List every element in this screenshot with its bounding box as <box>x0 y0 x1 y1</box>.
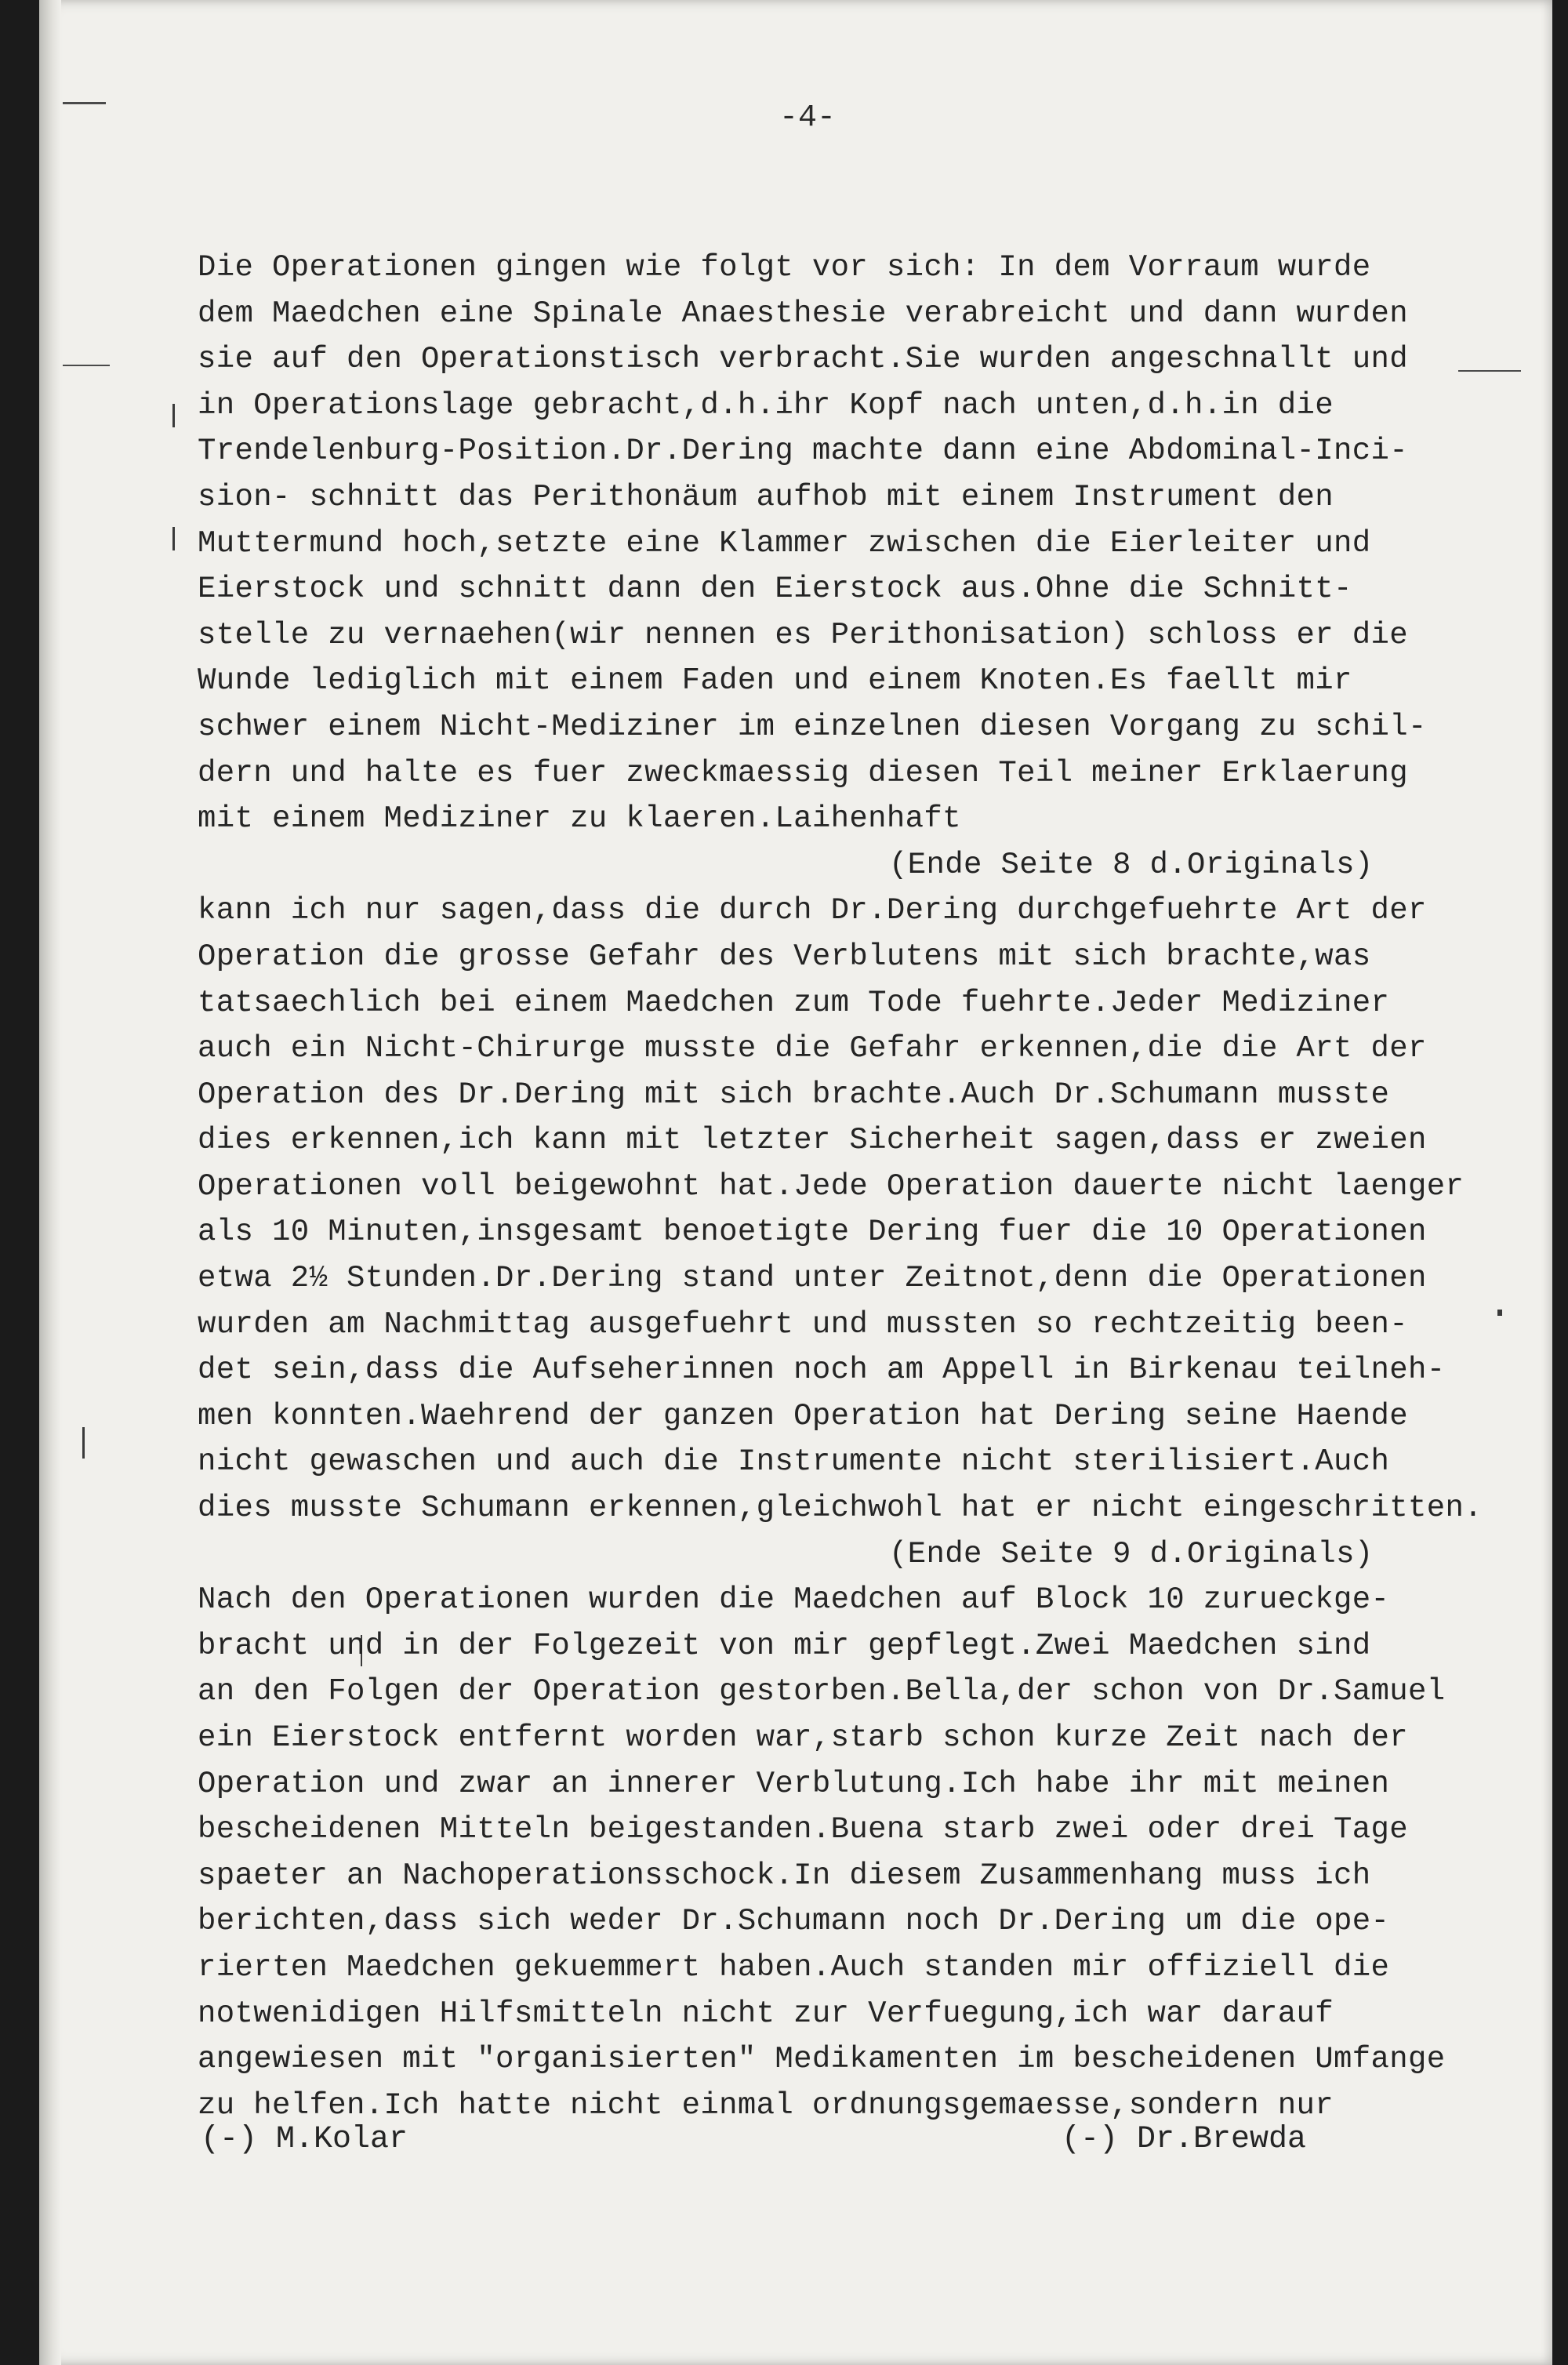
text-line: zu helfen.Ich hatte nicht einmal ordnungsgemaesse,sondern nur <box>198 2087 1334 2123</box>
page-binding-shadow <box>39 0 61 2365</box>
text-line: angewiesen mit "organisierten" Medikamenten im bescheidenen Umfange <box>198 2042 1446 2077</box>
text-line: Eierstock und schnitt dann den Eierstock aus.Ohne die Schnitt- <box>198 572 1352 607</box>
text-line: Wunde lediglich mit einem Faden und einem Knoten.Es faellt mir <box>198 663 1352 699</box>
text-line: Operation die grosse Gefahr des Verblutens mit sich brachte,was <box>198 939 1371 974</box>
text-line: Trendelenburg-Position.Dr.Dering machte dann eine Abdominal-Inci- <box>198 434 1408 469</box>
text-line: sion- schnitt das Perithonäum aufhob mit einem Instrument den <box>198 479 1334 514</box>
margin-mark <box>63 102 106 104</box>
text-line: kann ich nur sagen,dass die durch Dr.Dering durchgefuehrte Art der <box>198 893 1427 928</box>
text-line: tatsaechlich bei einem Maedchen zum Tode fuehrte.Jeder Mediziner <box>198 985 1390 1020</box>
signature-right: (-) Dr.Brewda <box>1062 2122 1307 2157</box>
text-line: Operation des Dr.Dering mit sich brachte.Auch Dr.Schumann musste <box>198 1077 1390 1112</box>
text-line: bracht und in der Folgezeit von mir gepflegt.Zwei Maedchen sind <box>198 1628 1371 1663</box>
text-line: sie auf den Operationstisch verbracht.Sie wurden angeschnallt und <box>198 342 1408 377</box>
text-line: det sein,dass die Aufseherinnen noch am Appell in Birkenau teilneh- <box>198 1353 1446 1388</box>
text-line: bescheidenen Mitteln beigestanden.Buena starb zwei oder drei Tage <box>198 1812 1408 1847</box>
text-line: Operation und zwar an innerer Verblutung.Ich habe ihr mit meinen <box>198 1766 1390 1801</box>
text-line: etwa 2½ Stunden.Dr.Dering stand unter Zeitnot,denn die Operationen <box>198 1261 1427 1296</box>
signature-row <box>201 2122 1330 2169</box>
margin-tick <box>172 527 175 550</box>
page-end-note: (Ende Seite 9 d.Originals) <box>889 1536 1374 1571</box>
text-line: men konnten.Waehrend der ganzen Operation hat Dering seine Haende <box>198 1398 1408 1433</box>
margin-tick <box>82 1427 85 1459</box>
page-end-note: (Ende Seite 8 d.Originals) <box>889 847 1374 882</box>
margin-mark <box>63 365 110 366</box>
text-line: auch ein Nicht-Chirurge musste die Gefahr erkennen,die die Art der <box>198 1031 1427 1066</box>
margin-tick <box>172 404 175 427</box>
text-line: dies erkennen,ich kann mit letzter Sicherheit sagen,dass er zweien <box>198 1123 1427 1158</box>
text-line: Muttermund hoch,setzte eine Klammer zwischen die Eierleiter und <box>198 525 1371 561</box>
text-line: rierten Maedchen gekuemmert haben.Auch standen mir offiziell die <box>198 1949 1390 1985</box>
text-line: schwer einem Nicht-Mediziner im einzelnen diesen Vorgang zu schil- <box>198 709 1427 744</box>
text-line: spaeter an Nachoperationsschock.In diesem Zusammenhang muss ich <box>198 1858 1371 1893</box>
text-line: als 10 Minuten,insgesamt benoetigte Dering fuer die 10 Operationen <box>198 1215 1427 1250</box>
margin-tick <box>1497 1310 1502 1316</box>
typed-body <box>198 245 1491 2128</box>
text-line: wurden am Nachmittag ausgefuehrt und mussten so rechtzeitig been- <box>198 1306 1408 1342</box>
text-line: nicht gewaschen und auch die Instrumente nicht sterilisiert.Auch <box>198 1444 1390 1480</box>
text-line: notwenidigen Hilfsmitteln nicht zur Verfuegung,ich war darauf <box>198 1996 1334 2031</box>
text-line: dem Maedchen eine Spinale Anaesthesie verabreicht und dann wurden <box>198 296 1408 331</box>
text-line: mit einem Mediziner zu klaeren.Laihenhaft <box>198 801 961 837</box>
text-line: Operationen voll beigewohnt hat.Jede Operation dauerte nicht laenger <box>198 1168 1465 1204</box>
text-line: Die Operationen gingen wie folgt vor sich: In dem Vorraum wurde <box>198 250 1371 285</box>
text-line: an den Folgen der Operation gestorben.Bella,der schon von Dr.Samuel <box>198 1674 1446 1709</box>
document-page <box>39 0 1552 2365</box>
signature-left: (-) M.Kolar <box>201 2122 408 2157</box>
text-line: stelle zu vernaehen(wir nennen es Perithonisation) schloss er die <box>198 617 1408 652</box>
text-line: ein Eierstock entfernt worden war,starb schon kurze Zeit nach der <box>198 1720 1408 1755</box>
text-line: dern und halte es fuer zweckmaessig diesen Teil meiner Erklaerung <box>198 755 1408 790</box>
text-line: dies musste Schumann erkennen,gleichwohl hat er nicht eingeschritten. <box>198 1491 1483 1526</box>
page-number: -4- <box>779 100 836 136</box>
text-line: berichten,dass sich weder Dr.Schumann noch Dr.Dering um die ope- <box>198 1904 1390 1939</box>
text-line: Nach den Operationen wurden die Maedchen auf Block 10 zurueckge- <box>198 1582 1390 1618</box>
text-line: in Operationslage gebracht,d.h.ihr Kopf nach unten,d.h.in die <box>198 387 1334 423</box>
